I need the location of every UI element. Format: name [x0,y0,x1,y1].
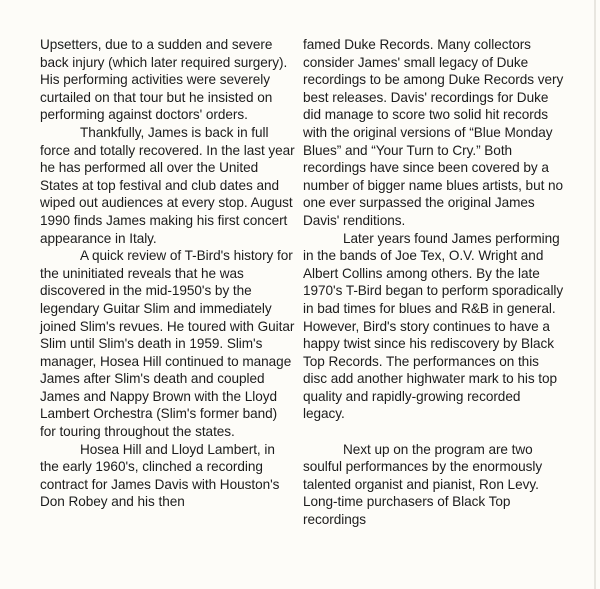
paragraph: Upsetters, due to a sudden and severe back injury (which later required surgery). His performing activities were severely curtailed on that tour but he insisted on performing against doctors' orders. [40,37,288,123]
paragraph: Hosea Hill and Lloyd Lambert, in the early 1960's, clinched a recording contract for James Davis with Houston's Don Robey and his then [40,441,280,510]
paragraph: A quick review of T-Bird's history for the uninitiated reveals that he was discovered in the mid-1950's by the legendary Guitar Slim and immediately joined Slim's revues. He toured with Guitar Slim until Slim's death in 1959. Slim's manager, Hosea Hill continued to manage James after Slim's death and coupled James and Nappy Brown with the Lloyd Lambert Orchestra (Slim's former band) for touring throughout the states. [40,248,295,440]
paragraph: Next up on the program are two soulful performances by the enormously talented organist and pianist, Ron Levy. Long-time purchasers of Black Top recordings [303,441,543,528]
paragraph: famed Duke Records. Many collectors consider James' small legacy of Duke recordings to be among Duke Records very best releases. Davis' recordings for Duke did manage to score two solid hit records with the original versions of “Blue Monday Blues” and “Your Turn to Cry.” Both recordings have since been covered by a number of bigger name blues artists, but no one ever surpassed the original James Davis' renditions. [303,37,564,228]
right-text-column [303,36,565,529]
paragraph: Thankfully, James is back in full force and totally recovered. In the last year he has performed all over the United States at top festival and club dates and wiped out audiences at every stop. August 1990 finds James making his first concert appearance in Italy. [40,124,295,246]
paragraph: Later years found James performing in the bands of Joe Tex, O.V. Wright and Albert Collins among others. By the late 1970's T-Bird began to perform sporadically in bad times for blues and R&B in general. However, Bird's story continues to have a happy twist since his rediscovery by Black Top Records. The performances on this disc add another highwater mark to his top quality and rapidly-growing recorded legacy. [303,230,564,422]
page-edge-divider [594,0,596,589]
left-text-column [40,36,295,511]
